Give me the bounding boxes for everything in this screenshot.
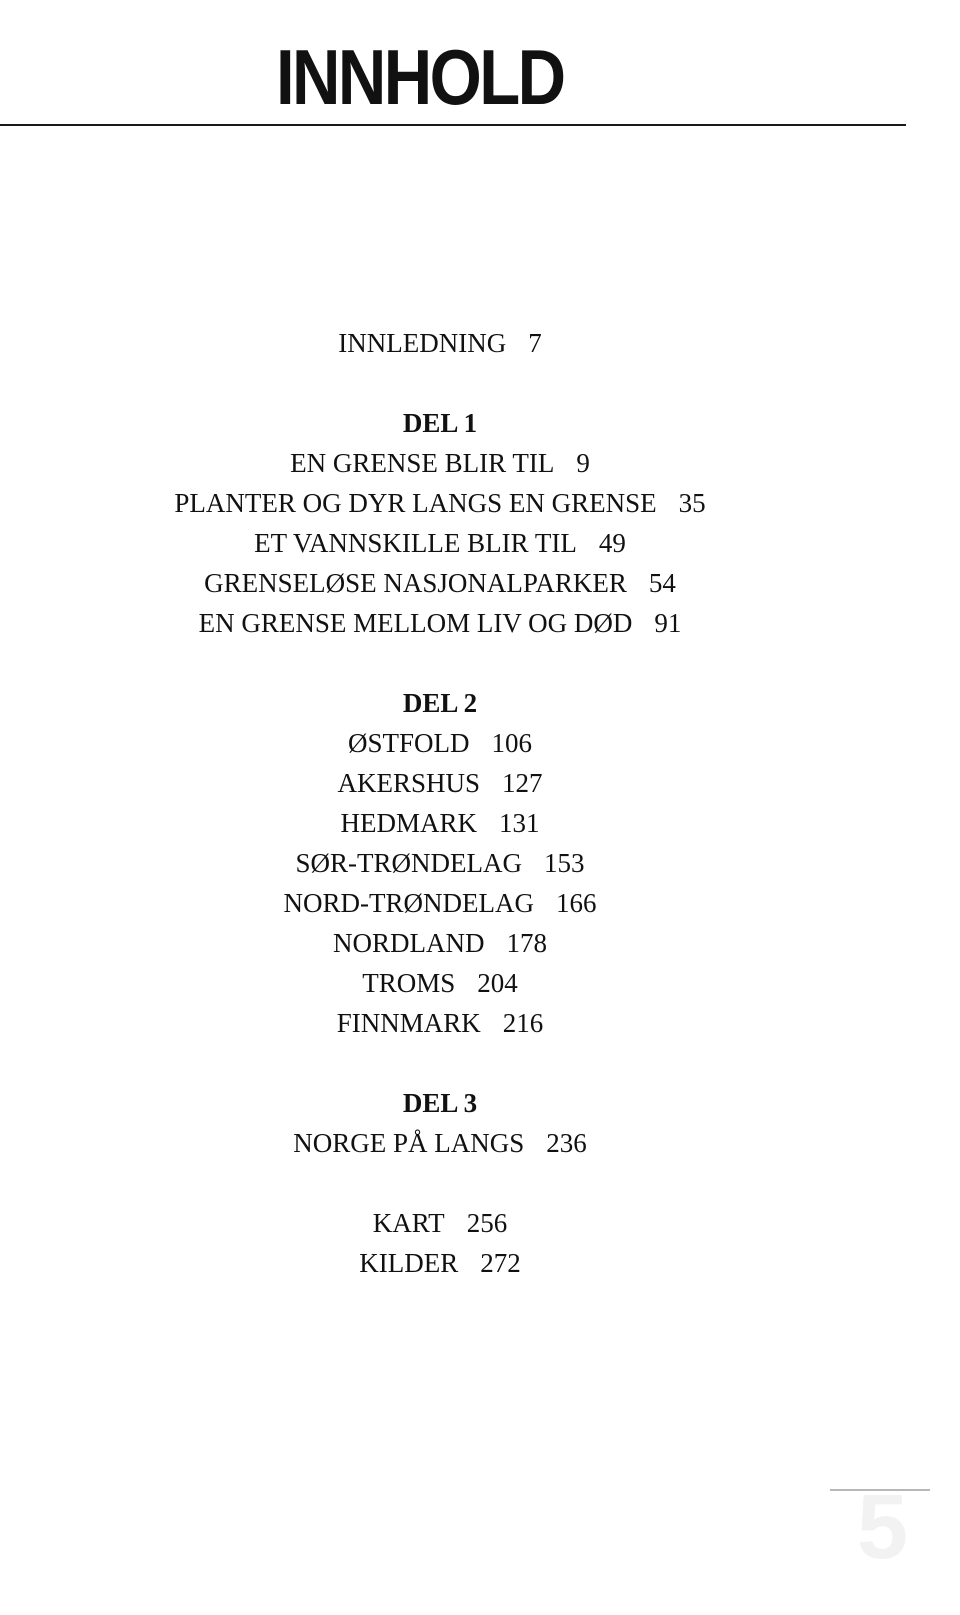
page-number: 5: [856, 1476, 908, 1578]
table-of-contents: [0, 323, 880, 1283]
toc-entry-page: 166: [555, 888, 597, 918]
section-heading: DEL 3: [402, 1088, 478, 1118]
toc-entry-label: FINNMARK: [336, 1008, 481, 1038]
toc-entry-page: 272: [480, 1248, 521, 1278]
toc-entry-page: 91: [654, 608, 682, 638]
toc-entry-label: EN GRENSE MELLOM LIV OG DØD: [198, 608, 633, 638]
page-title: INNHOLD: [276, 33, 564, 121]
toc-entry-label: NORD-TRØNDELAG: [283, 888, 534, 918]
title-divider: [0, 124, 906, 126]
toc-entry-page: 178: [506, 928, 547, 958]
toc-entry-page: 153: [544, 848, 585, 878]
toc-entry-label: ET VANNSKILLE BLIR TIL: [254, 528, 577, 558]
toc-entry: [0, 563, 880, 603]
toc-entry: [0, 603, 880, 643]
toc-entry-label: PLANTER OG DYR LANGS EN GRENSE: [174, 488, 657, 518]
toc-section-del-2: [0, 683, 880, 1043]
toc-entry-label: TROMS: [362, 968, 456, 998]
toc-entry-page: 204: [477, 968, 518, 998]
section-heading: DEL 1: [402, 408, 478, 438]
toc-entry-label: AKERSHUS: [337, 768, 481, 798]
toc-entry-label: NORDLAND: [333, 928, 485, 958]
toc-entry: [0, 803, 880, 843]
toc-entry-page: 54: [648, 568, 676, 598]
toc-entry: [0, 1123, 880, 1163]
toc-entry-page: 49: [598, 528, 626, 558]
toc-entry-label: HEDMARK: [340, 808, 477, 838]
toc-entry-page: 236: [546, 1128, 587, 1158]
toc-entry: [0, 523, 880, 563]
toc-entry: [0, 963, 880, 1003]
toc-appendix: [0, 1203, 880, 1283]
toc-entry-page: 106: [491, 728, 532, 758]
toc-entry-page: 216: [502, 1008, 544, 1038]
toc-entry-label: INNLEDNING: [338, 328, 507, 358]
toc-entry: [0, 1003, 880, 1043]
toc-entry-label: KILDER: [359, 1248, 459, 1278]
toc-entry: [0, 843, 880, 883]
toc-section-del-3: [0, 1083, 880, 1163]
toc-entry-label: SØR-TRØNDELAG: [295, 848, 522, 878]
toc-entry-innledning: [0, 323, 880, 363]
toc-entry: [0, 763, 880, 803]
toc-entry-page: 9: [576, 448, 590, 478]
toc-section-del-1: [0, 403, 880, 643]
toc-entry: [0, 723, 880, 763]
toc-entry-kilder: [0, 1243, 880, 1283]
toc-entry-label: EN GRENSE BLIR TIL: [290, 448, 555, 478]
toc-entry: [0, 883, 880, 923]
toc-entry-kart: [0, 1203, 880, 1243]
toc-entry: [0, 483, 880, 523]
toc-entry-page: 256: [466, 1208, 508, 1238]
section-heading: DEL 2: [402, 688, 478, 718]
toc-entry: [0, 443, 880, 483]
toc-entry-label: ØSTFOLD: [347, 728, 470, 758]
toc-entry-page: 127: [502, 768, 543, 798]
toc-entry-page: 7: [528, 328, 542, 358]
toc-entry-page: 131: [499, 808, 540, 838]
toc-entry-page: 35: [678, 488, 706, 518]
toc-entry-label: GRENSELØSE NASJONALPARKER: [204, 568, 627, 598]
toc-entry-label: KART: [372, 1208, 445, 1238]
toc-entry: [0, 923, 880, 963]
toc-entry-label: NORGE PÅ LANGS: [293, 1128, 525, 1158]
